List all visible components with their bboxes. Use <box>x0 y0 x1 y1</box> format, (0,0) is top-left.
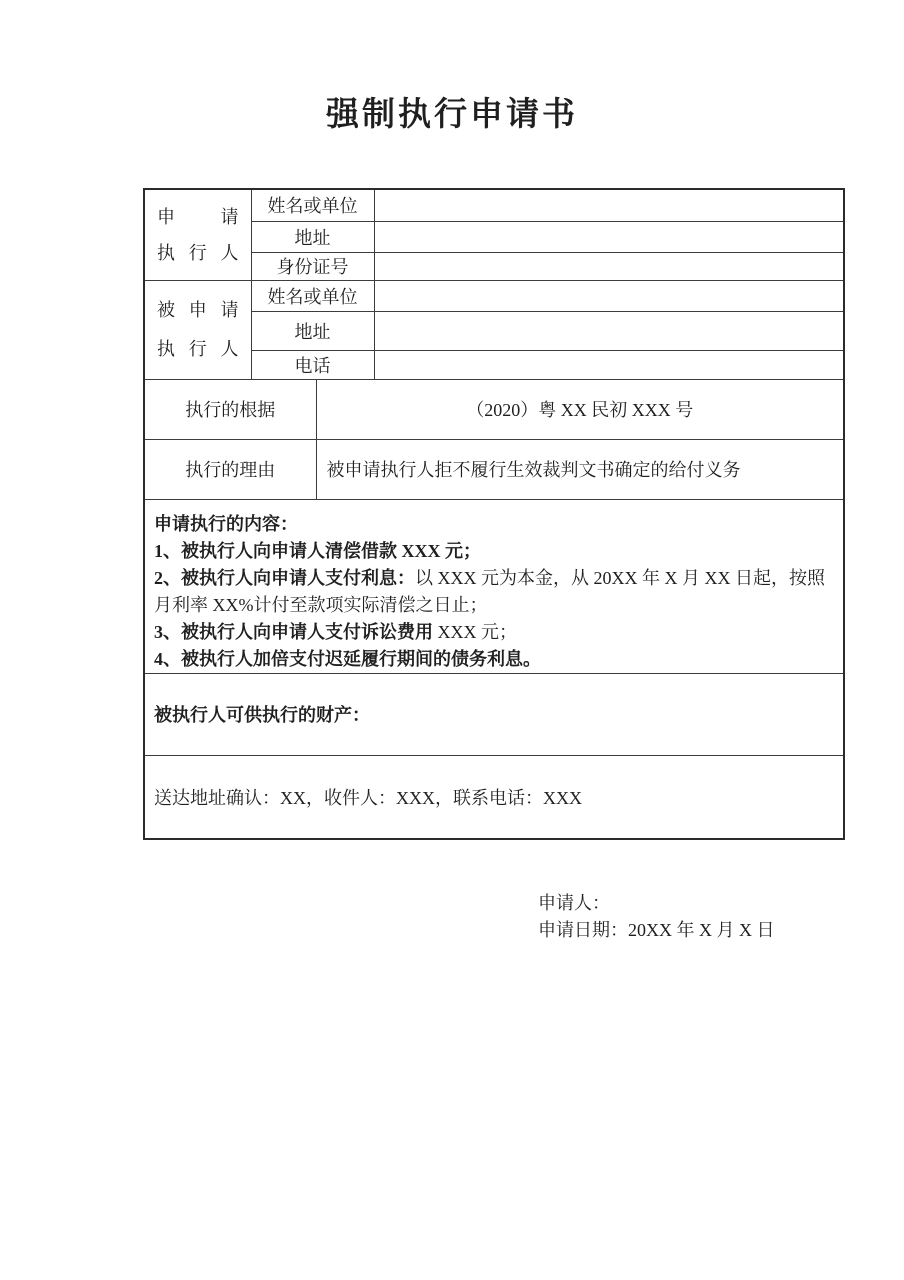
applicant-name-label: 姓名或单位 <box>251 189 374 221</box>
page-title: 强制执行申请书 <box>326 97 578 133</box>
reason-label: 执行的理由 <box>144 439 316 499</box>
respondent-phone-label: 电话 <box>251 350 374 379</box>
applicant-address-label: 地址 <box>251 221 374 252</box>
signature-block <box>538 890 904 944</box>
table-row <box>144 673 844 755</box>
reason-value: 被申请执行人拒不履行生效裁判文书确定的给付义务 <box>316 439 844 499</box>
basis-value: （2020）粤 XX 民初 XXX 号 <box>316 379 844 439</box>
applicant-group-label-cell <box>144 189 251 280</box>
applicant-name-value-cell[interactable] <box>374 189 844 221</box>
content-item-2-bold: 2、被执行人向申请人支付利息： <box>154 567 415 588</box>
service-address-cell[interactable]: 送达地址确认：XX，收件人：XXX，联系电话：XXX <box>144 755 844 839</box>
respondent-phone-value-cell[interactable] <box>374 350 844 379</box>
enforcement-content-cell <box>144 499 844 673</box>
table-row <box>144 280 844 311</box>
content-heading: 申请执行的内容： <box>154 513 298 534</box>
table-row <box>144 499 844 673</box>
content-item-4 <box>154 646 834 673</box>
content-item-1-bold: 1、被执行人向申请人清偿借款 XXX 元； <box>154 540 481 561</box>
applicant-label-line2: 执行人 <box>157 242 239 263</box>
respondent-address-value-cell[interactable] <box>374 311 844 350</box>
content-item-1 <box>154 538 834 565</box>
enforcement-application-table <box>143 188 845 840</box>
respondent-group-label <box>157 282 239 378</box>
table-row <box>144 755 844 839</box>
respondent-name-label: 姓名或单位 <box>251 280 374 311</box>
respondent-address-label: 地址 <box>251 311 374 350</box>
content-item-4-bold: 4、被执行人加倍支付迟延履行期间的债务利息。 <box>154 648 541 669</box>
applicant-group-label <box>157 191 239 279</box>
respondent-label-line2: 执行人 <box>157 338 239 359</box>
content-item-2 <box>154 565 834 619</box>
content-item-3-bold: 3、被执行人向申请人支付诉讼费用 <box>154 621 433 642</box>
respondent-group-label-cell <box>144 280 251 379</box>
table-row <box>144 439 844 499</box>
content-item-2-regular: 以 XXX 元为本金，从 20XX 年 X 月 XX 日起，按照月利率 XX%计付至款项实际清偿之日止； <box>154 567 825 615</box>
applicant-label-line1: 申请 <box>157 206 239 227</box>
footer-date-line: 申请日期：20XX 年 X 月 X 日 <box>538 920 775 940</box>
content-item-3-regular: XXX 元； <box>433 621 517 642</box>
content-item-3 <box>154 619 834 646</box>
footer-applicant-line: 申请人： <box>538 893 610 913</box>
respondent-label-line1: 被申请 <box>157 300 239 321</box>
document-page <box>0 88 904 1280</box>
basis-label: 执行的根据 <box>144 379 316 439</box>
table-row <box>144 189 844 221</box>
applicant-address-value-cell[interactable] <box>374 221 844 252</box>
table-row <box>144 379 844 439</box>
respondent-name-value-cell[interactable] <box>374 280 844 311</box>
applicant-id-label: 身份证号 <box>251 252 374 280</box>
applicant-id-value-cell[interactable] <box>374 252 844 280</box>
property-heading-cell[interactable]: 被执行人可供执行的财产： <box>144 673 844 755</box>
